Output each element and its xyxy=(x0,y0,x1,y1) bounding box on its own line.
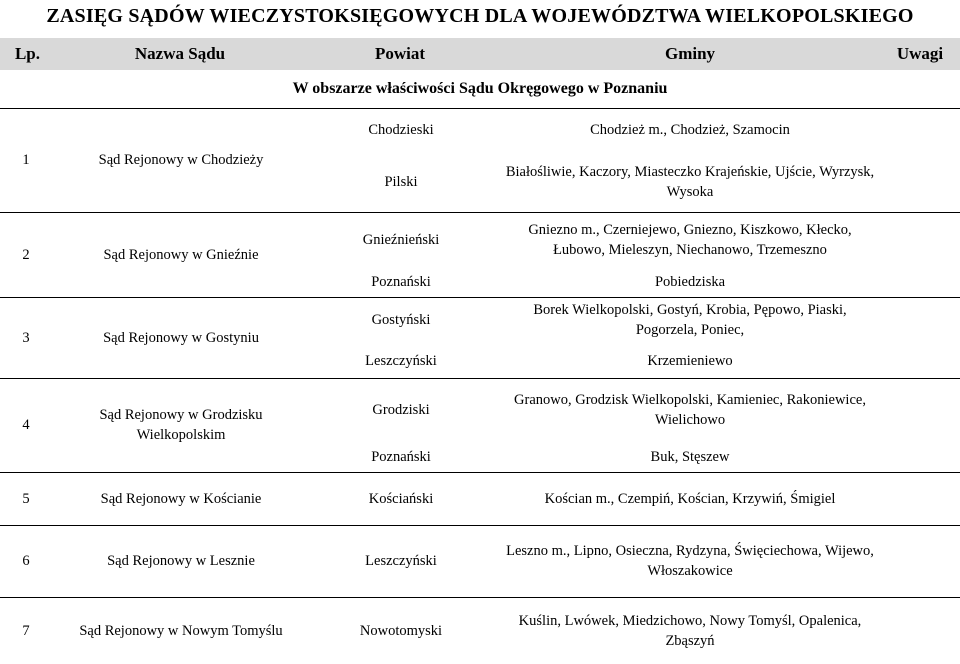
page-title: ZASIĘG SĄDÓW WIECZYSTOKSIĘGOWYCH DLA WOJEWÓDZTWA WIELKOPOLSKIEGO xyxy=(46,5,914,27)
header-lp: Lp. xyxy=(14,44,41,63)
powiat-cell: Grodziski xyxy=(372,402,430,418)
court-name: Sąd Rejonowy w Gostyniu xyxy=(103,329,259,346)
header-gminy: Gminy xyxy=(664,44,716,63)
court-name: Sąd Rejonowy w Grodzisku Wielkopolskim xyxy=(99,407,263,443)
header-nazwa-sadu: Nazwa Sądu xyxy=(134,44,226,63)
gminy-cell: Gniezno m., Czerniejewo, Gniezno, Kiszkowo, Kłecko, Łubowo, Mieleszyn, Niechanowo, Trzemeszno xyxy=(528,221,852,258)
powiat-cell: Poznański xyxy=(371,274,431,290)
gminy-cell: Krzemieniewo xyxy=(647,352,733,369)
header-uwagi: Uwagi xyxy=(896,44,944,63)
row-lp: 4 xyxy=(22,417,30,433)
gminy-cell: Kuślin, Lwówek, Miedzichowo, Nowy Tomyśl, Opalenica, Zbąszyń xyxy=(518,612,862,649)
powiat-cell: Leszczyński xyxy=(365,352,437,369)
gminy-cell: Granowo, Grodzisk Wielkopolski, Kamieniec, Rakoniewice, Wielichowo xyxy=(514,392,866,428)
gminy-cell: Chodzież m., Chodzież, Szamocin xyxy=(590,122,790,138)
section-title: W obszarze właściwości Sądu Okręgowego w Poznaniu xyxy=(292,80,668,97)
powiat-cell: Gostyński xyxy=(371,312,431,328)
powiat-cell: Leszczyński xyxy=(365,553,437,569)
powiat-cell: Poznański xyxy=(371,449,431,465)
court-name: Sąd Rejonowy w Gnieźnie xyxy=(103,246,259,263)
gminy-cell: Buk, Stęszew xyxy=(650,449,730,465)
powiat-cell: Nowotomyski xyxy=(359,622,443,639)
header-powiat: Powiat xyxy=(374,44,426,63)
row-lp: 3 xyxy=(22,329,30,346)
row-lp: 2 xyxy=(22,246,30,263)
gminy-cell: Pobiedziska xyxy=(654,274,726,290)
gminy-cell: Leszno m., Lipno, Osieczna, Rydzyna, Święciechowa, Wijewo, Włoszakowice xyxy=(506,543,874,579)
court-name: Sąd Rejonowy w Nowym Tomyślu xyxy=(79,622,283,639)
row-lp: 6 xyxy=(22,553,30,569)
powiat-cell: Chodzieski xyxy=(368,122,434,138)
row-lp: 1 xyxy=(22,152,30,168)
row-lp: 7 xyxy=(22,622,30,639)
court-name: Sąd Rejonowy w Lesznie xyxy=(107,553,255,569)
powiat-cell: Kościański xyxy=(368,490,434,507)
court-name: Sąd Rejonowy w Chodzieży xyxy=(98,152,264,168)
powiat-cell: Gnieźnieński xyxy=(362,231,440,248)
court-name: Sąd Rejonowy w Kościanie xyxy=(100,490,262,507)
gminy-cell: Borek Wielkopolski, Gostyń, Krobia, Pępowo, Piaski, Pogorzela, Poniec, xyxy=(533,302,847,338)
gminy-cell: Kościan m., Czempiń, Kościan, Krzywiń, Śmigiel xyxy=(544,490,836,507)
gminy-cell: Białośliwie, Kaczory, Miasteczko Krajeńskie, Ujście, Wyrzysk, Wysoka xyxy=(505,164,875,200)
row-lp: 5 xyxy=(22,490,30,507)
powiat-cell: Pilski xyxy=(384,174,418,190)
